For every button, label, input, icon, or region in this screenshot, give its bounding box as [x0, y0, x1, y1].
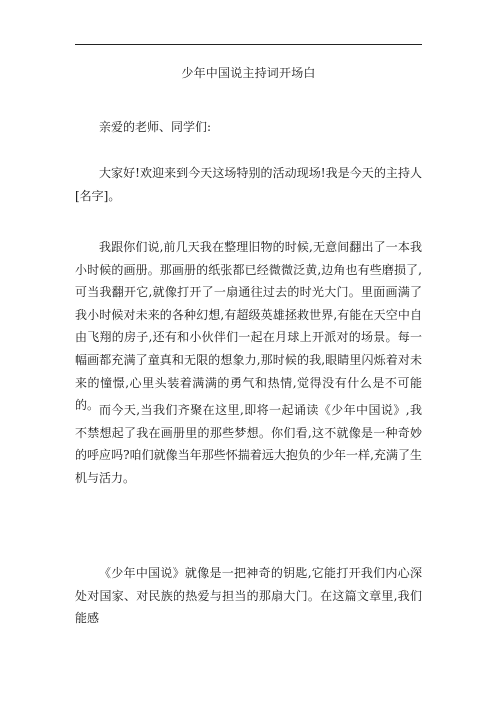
paragraph-welcome: 大家好!欢迎来到今天这场特别的活动现场!我是今天的主持人[名字]。 [75, 166, 422, 203]
paragraph-recitation-intro: 而今天,当我们齐聚在这里,即将一起诵读《少年中国说》,我不禁想起了我在画册里的那些梦想。你们看,这不就像是一种奇妙的呼应吗?咱们就像当年那些怀揣着远大抱负的少年一样,充满了生机与活力。 [75, 403, 422, 485]
paragraph-key-metaphor: 《少年中国说》就像是一把神奇的钥匙,它能打开我们内心深处对国家、对民族的热爱与担当的那扇大门。在这篇文章里,我们能感 [75, 566, 422, 626]
header-rule [75, 44, 422, 45]
greeting-line: 亲爱的老师、同学们: [99, 120, 212, 134]
paragraph-sketchbook-memory: 我跟你们说,前几天我在整理旧物的时候,无意间翻出了一本我小时候的画册。那画册的纸张都已经微微泛黄,边角也有些磨损了,可当我翻开它,就像打开了一扇通往过去的时光大门。里面画满了我小时候对未来的各种幻想,有超级英雄拯救世界,有能在天空中自由飞翔的房子,还有和小伙伴们一起在月球上开派对的场景。每一幅画都充满了童真和无限的想象力,那时候的我,眼睛里闪烁着对未来的憧憬,心里头装着满满的勇气和热情,觉得没有什么是不可能的。 [75, 240, 422, 413]
document-title: 少年中国说主持词开场白 [181, 66, 316, 80]
